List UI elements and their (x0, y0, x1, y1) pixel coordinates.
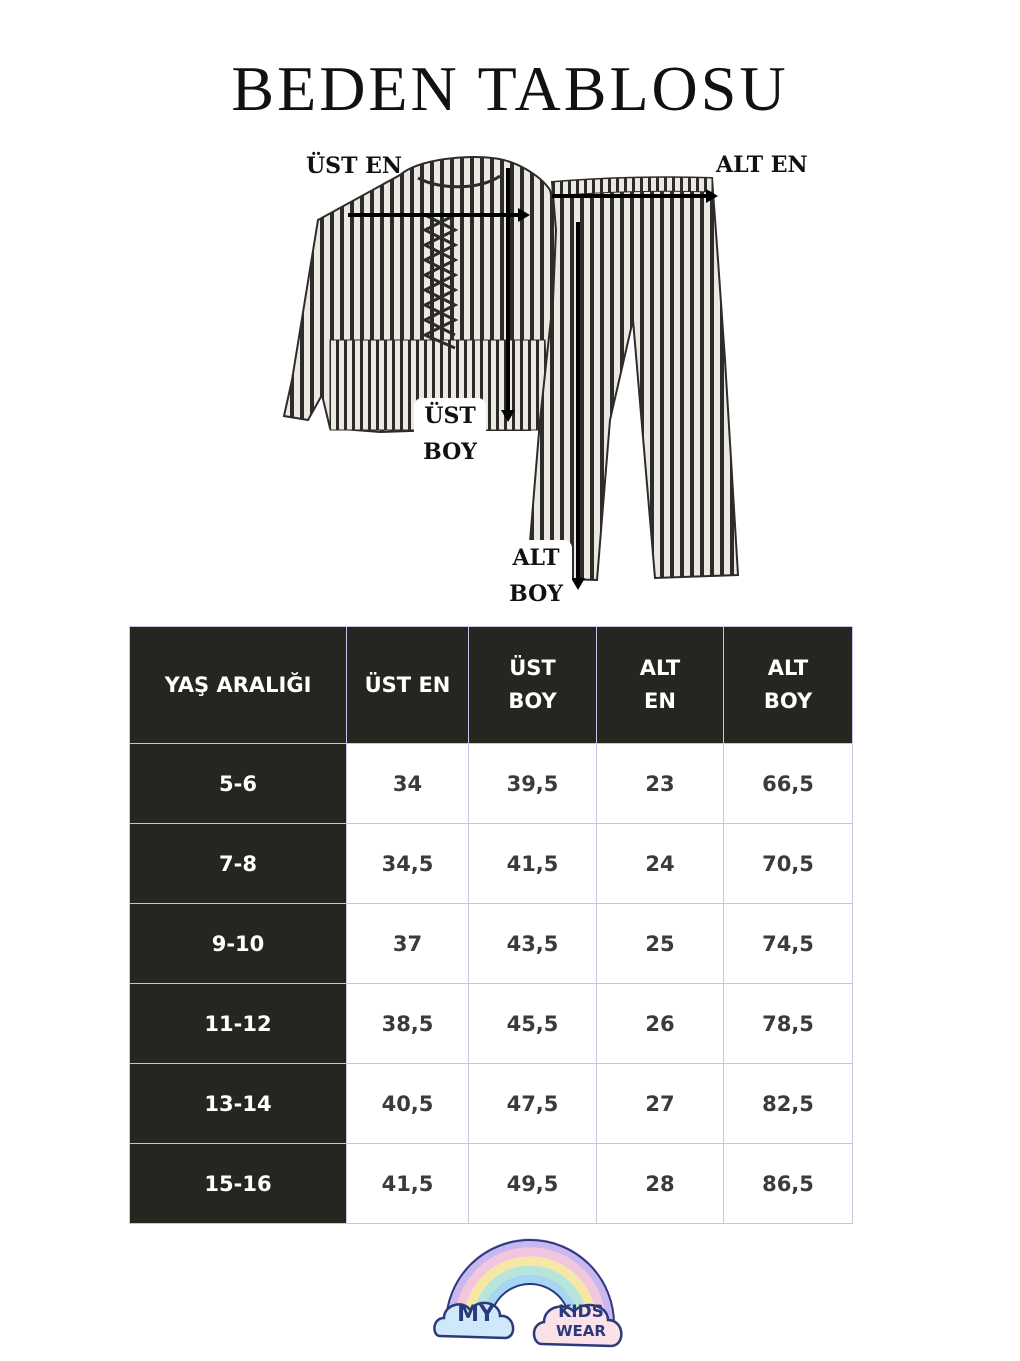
cell-alt-boy: 86,5 (724, 1144, 853, 1224)
cell-alt-en: 25 (597, 904, 724, 984)
pants-shape (527, 177, 738, 580)
table-row (130, 744, 853, 824)
label-ust-boy: ÜST BOY (414, 398, 486, 474)
size-table-header (130, 627, 853, 744)
header-ust-en: ÜST EN (347, 627, 469, 744)
label-ust-en: ÜST EN (306, 153, 402, 179)
logo-text-kids: KIDS (558, 1302, 604, 1322)
cell-age: 15-16 (130, 1144, 347, 1224)
cell-alt-boy: 82,5 (724, 1064, 853, 1144)
cell-alt-en: 27 (597, 1064, 724, 1144)
cell-ust-boy: 45,5 (469, 984, 597, 1064)
cell-age: 5-6 (130, 744, 347, 824)
cell-alt-boy: 70,5 (724, 824, 853, 904)
page-title: BEDEN TABLOSU (231, 53, 789, 124)
cell-ust-en: 34 (347, 744, 469, 824)
cell-alt-en: 24 (597, 824, 724, 904)
table-row (130, 824, 853, 904)
cell-ust-en: 34,5 (347, 824, 469, 904)
header-ust-boy: ÜST BOY (469, 627, 597, 744)
cell-alt-en: 26 (597, 984, 724, 1064)
garment-diagram (0, 0, 1020, 620)
cell-ust-en: 38,5 (347, 984, 469, 1064)
label-alt-en: ALT EN (716, 152, 808, 178)
cell-age: 11-12 (130, 984, 347, 1064)
pajama-illustration (0, 0, 1020, 620)
cell-ust-en: 41,5 (347, 1144, 469, 1224)
header-alt-en: ALT EN (597, 627, 724, 744)
table-row (130, 1064, 853, 1144)
cell-ust-boy: 47,5 (469, 1064, 597, 1144)
cell-alt-en: 28 (597, 1144, 724, 1224)
cell-ust-en: 40,5 (347, 1064, 469, 1144)
cell-alt-en: 23 (597, 744, 724, 824)
brand-logo (430, 1228, 630, 1356)
cell-ust-boy: 43,5 (469, 904, 597, 984)
cell-ust-boy: 49,5 (469, 1144, 597, 1224)
cell-ust-en: 37 (347, 904, 469, 984)
header-alt-boy: ALT BOY (724, 627, 853, 744)
table-row (130, 984, 853, 1064)
cell-alt-boy: 78,5 (724, 984, 853, 1064)
cell-age: 7-8 (130, 824, 347, 904)
cell-age: 13-14 (130, 1064, 347, 1144)
header-age-range: YAŞ ARALIĞI (130, 627, 347, 744)
size-table-body (130, 744, 853, 1224)
logo-text-wear: WEAR (556, 1322, 606, 1340)
table-row (130, 904, 853, 984)
label-alt-boy: ALT BOY (500, 540, 572, 616)
cell-alt-boy: 74,5 (724, 904, 853, 984)
cell-alt-boy: 66,5 (724, 744, 853, 824)
size-table (129, 626, 853, 1224)
logo-text-my: MY (457, 1302, 495, 1327)
cell-age: 9-10 (130, 904, 347, 984)
cell-ust-boy: 39,5 (469, 744, 597, 824)
table-row (130, 1144, 853, 1224)
cell-ust-boy: 41,5 (469, 824, 597, 904)
